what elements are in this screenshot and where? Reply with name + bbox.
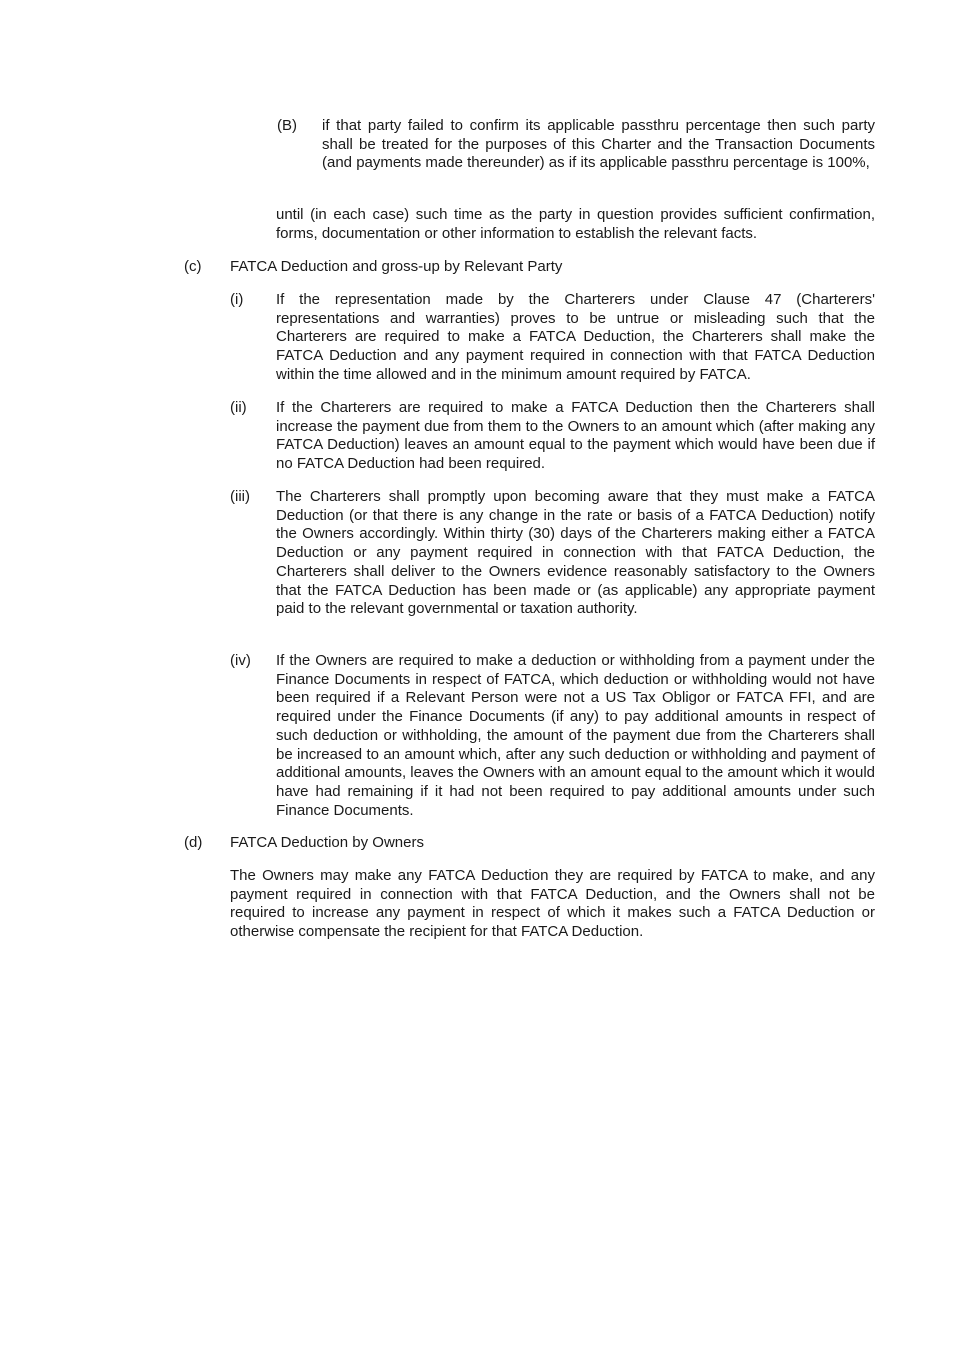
item-text-B: if that party failed to confirm its applicable passthru percentage then such party shall be treated for the purposes of this Charter and the Transaction Documents (and payments made thereunder) as if its applicable passthru percentage is 100%, — [322, 117, 875, 172]
clause-c-item-label-iv: (iv) — [230, 652, 251, 669]
clause-c-item-text-iii: The Charterers shall promptly upon becoming aware that they must make a FATCA Deduction (or that there is any change in the rate or basis of a FATCA Deduction) notify the Owners accordingly. Within thirty (30) days of the Charterers making either a FATCA Deduction or any payment required in connection with that FATCA Deduction, the Charterers shall deliver to the Owners evidence reasonably satisfactory to the Owners that the FATCA Deduction has been made or (as applicable) any appropriate payment paid to the relevant governmental or taxation authority. — [276, 488, 875, 618]
clause-c-label: (c) — [184, 258, 202, 275]
clause-d-paragraph: The Owners may make any FATCA Deduction they are required by FATCA to make, and any payment required in connection with that FATCA Deduction, and the Owners shall not be required to increase any payment in respect of which it makes such a FATCA Deduction or otherwise compensate the recipient for that FATCA Deduction. — [230, 867, 875, 941]
clause-c-item-label-i: (i) — [230, 291, 244, 308]
clause-d-heading: FATCA Deduction by Owners — [230, 834, 424, 851]
item-label-B: (B) — [277, 117, 297, 134]
clause-c-item-text-i: If the representation made by the Charterers under Clause 47 (Charterers' representations and warranties) proves to be untrue or misleading such that the Charterers are required to make a FATCA Deduction, the Charterers shall make the FATCA Deduction and any payment required in connection with that FATCA Deduction within the time allowed and in the minimum amount required by FATCA. — [276, 291, 875, 383]
clause-c-item-text-ii: If the Charterers are required to make a FATCA Deduction then the Charterers shall increase the payment due from them to the Owners to an amount which (after making any FATCA Deduction) leaves an amount equal to the payment which would have been due if no FATCA Deduction had been required. — [276, 399, 875, 473]
clause-c-item-label-iii: (iii) — [230, 488, 250, 505]
clause-c-item-text-iv: If the Owners are required to make a deduction or withholding from a payment under the Finance Documents in respect of FATCA, which deduction or withholding would not have been required if a Relevant Person were not a US Tax Obligor or FATCA FFI, and are required under the Finance Documents (if any) to pay additional amounts in respect of such deduction or withholding, the amount of the payment due from the Charterers shall be increased to an amount which, after any such deduction or withholding and payment of additional amounts, leaves the Owners with an amount equal to the amount which it would have had remaining if it had not been required to pay additional amounts under such Finance Documents. — [276, 652, 875, 819]
clause-d-label: (d) — [184, 834, 203, 851]
clause-c-heading: FATCA Deduction and gross-up by Relevant Party — [230, 258, 563, 275]
clause-b-tail-paragraph: until (in each case) such time as the party in question provides sufficient confirmation, forms, documentation or other information to establish the relevant facts. — [276, 206, 875, 242]
clause-c-item-label-ii: (ii) — [230, 399, 247, 416]
